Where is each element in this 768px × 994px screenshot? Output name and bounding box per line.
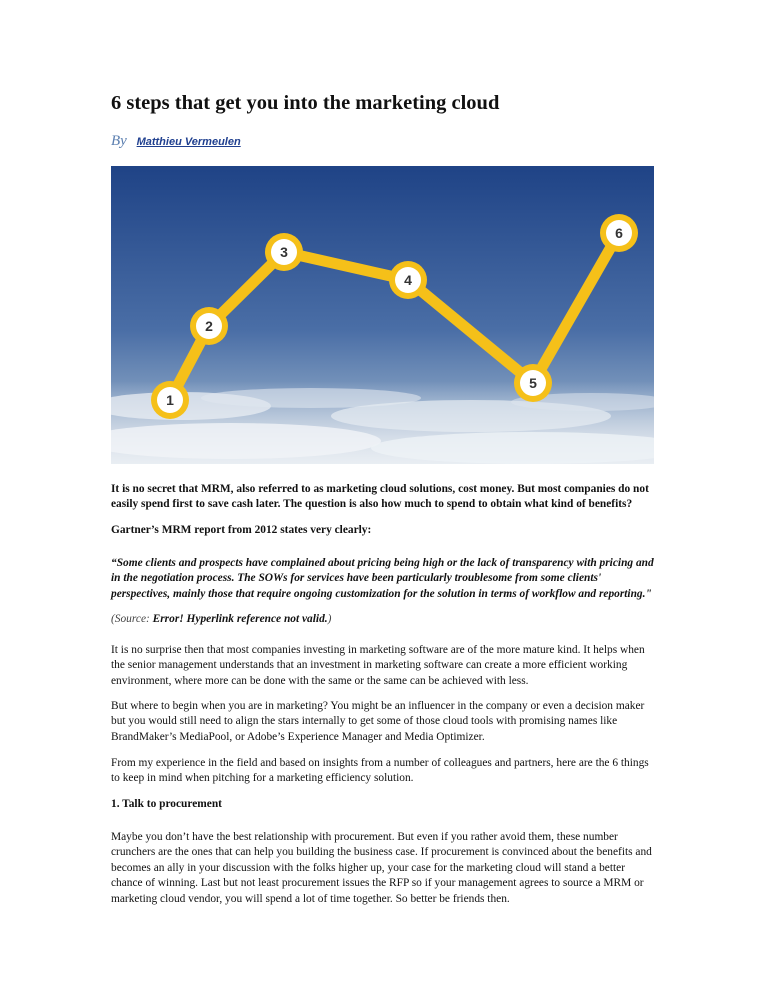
step-label-2: 2 [205, 318, 213, 334]
step-label-5: 5 [529, 375, 537, 391]
gartner-lead: Gartner’s MRM report from 2012 states very clearly: [111, 524, 372, 536]
step-marker-6 [600, 214, 638, 252]
step-marker-3 [265, 233, 303, 271]
paragraph-2: But where to begin when you are in marketing? You might be an influencer in the company or even a decision maker but you would still need to align the stars internally to get some of those cloud tools with promising names like BrandMaker’s MediaPool, or Adobe’s Experience Manager and Media Optimizer. [111, 700, 645, 743]
paragraph-1: It is no surprise then that most companies investing in marketing software are of the more mature kind. It helps when the senior management understands that an investment in marketing software can create a more efficient working environment, where more can be done with the same or the same can be achieved with less. [111, 644, 645, 687]
source-error: Error! Hyperlink reference not valid. [152, 613, 328, 625]
step-marker-1 [151, 381, 189, 419]
source-prefix: (Source: [111, 613, 153, 625]
source-suffix: ) [327, 613, 332, 625]
section-paragraph: Maybe you don’t have the best relationship with procurement. But even if you rather avoid them, these number crunchers are the ones that can help you building the business case. If procurement is convinced about the benefits and becomes an ally in your discussion with the folks higher up, your case for the marketing cloud will stand a better chance of winning. Last but not least procurement issues the RFP so if your management agrees to source a MRM or marketing cloud vendor, you will spend a lot of time together. So better be friends then. [111, 831, 652, 905]
gartner-quote: “Some clients and prospects have complained about pricing being high or the lack of transparency with pricing and in the negotiation process. The SOWs for services have been particularly troublesome from some clients' perspectives, mainly those that require ongoing customization for the solution in terms of workflow and reporting." [111, 557, 654, 600]
byline [111, 133, 241, 150]
intro-paragraph: It is no secret that MRM, also referred to as marketing cloud solutions, cost money. But most companies do not easily spend first to save cash later. The question is also how much to spend to obtain what kind of benefits? [111, 483, 649, 511]
step-label-1: 1 [166, 392, 174, 408]
section-heading: 1. Talk to procurement [111, 798, 222, 810]
paragraph-3: From my experience in the field and based on insights from a number of colleagues and partners, here are the 6 things to keep in mind when pitching for a marketing efficiency solution. [111, 757, 649, 785]
source-citation [111, 612, 656, 627]
author-link[interactable]: Matthieu Vermeulen [136, 136, 241, 148]
step-label-3: 3 [280, 244, 288, 260]
cloud-layer [111, 381, 654, 464]
step-marker-4 [389, 261, 427, 299]
step-label-4: 4 [404, 272, 412, 288]
step-label-6: 6 [615, 225, 623, 241]
step-marker-5 [514, 364, 552, 402]
by-label: By [111, 133, 127, 149]
step-marker-2 [190, 307, 228, 345]
hero-image [111, 166, 654, 464]
article-title: 6 steps that get you into the marketing cloud [111, 92, 500, 114]
